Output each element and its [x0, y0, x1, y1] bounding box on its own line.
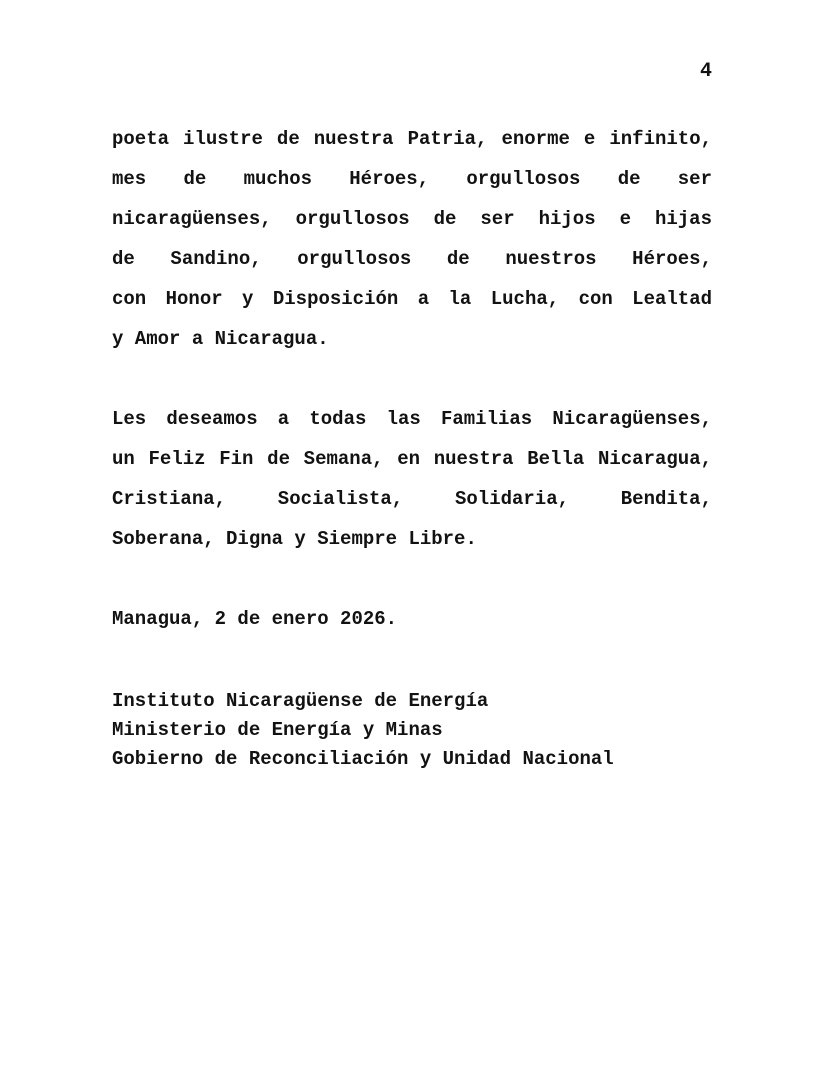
paragraph-line: de Sandino, orgullosos de nuestros Héroes, [112, 248, 712, 270]
body-paragraph-2 [112, 399, 712, 559]
dateline: Managua, 2 de enero 2026. [112, 608, 398, 630]
page-content [112, 0, 712, 774]
paragraph-line: poeta ilustre de nuestra Patria, enorme e infinito, [112, 128, 712, 150]
paragraph-line: Soberana, Digna y Siempre Libre. [112, 528, 477, 550]
paragraph-line: Cristiana, Socialista, Solidaria, Bendita, [112, 488, 712, 510]
paragraph-line: mes de muchos Héroes, orgullosos de ser [112, 168, 712, 190]
body-paragraph-1 [112, 119, 712, 359]
signature-block [112, 687, 712, 774]
paragraph-line: y Amor a Nicaragua. [112, 328, 329, 350]
signature-line: Instituto Nicaragüense de Energía [112, 690, 489, 712]
paragraph-line: Les deseamos a todas las Familias Nicaragüenses, [112, 408, 712, 430]
page-number: 4 [699, 60, 712, 83]
signature-line: Ministerio de Energía y Minas [112, 719, 443, 741]
paragraph-line: un Feliz Fin de Semana, en nuestra Bella Nicaragua, [112, 448, 712, 470]
signature-line: Gobierno de Reconciliación y Unidad Nacional [112, 748, 614, 770]
paragraph-line: con Honor y Disposición a la Lucha, con Lealtad [112, 288, 712, 310]
paragraph-line: nicaragüenses, orgullosos de ser hijos e hijas [112, 208, 712, 230]
